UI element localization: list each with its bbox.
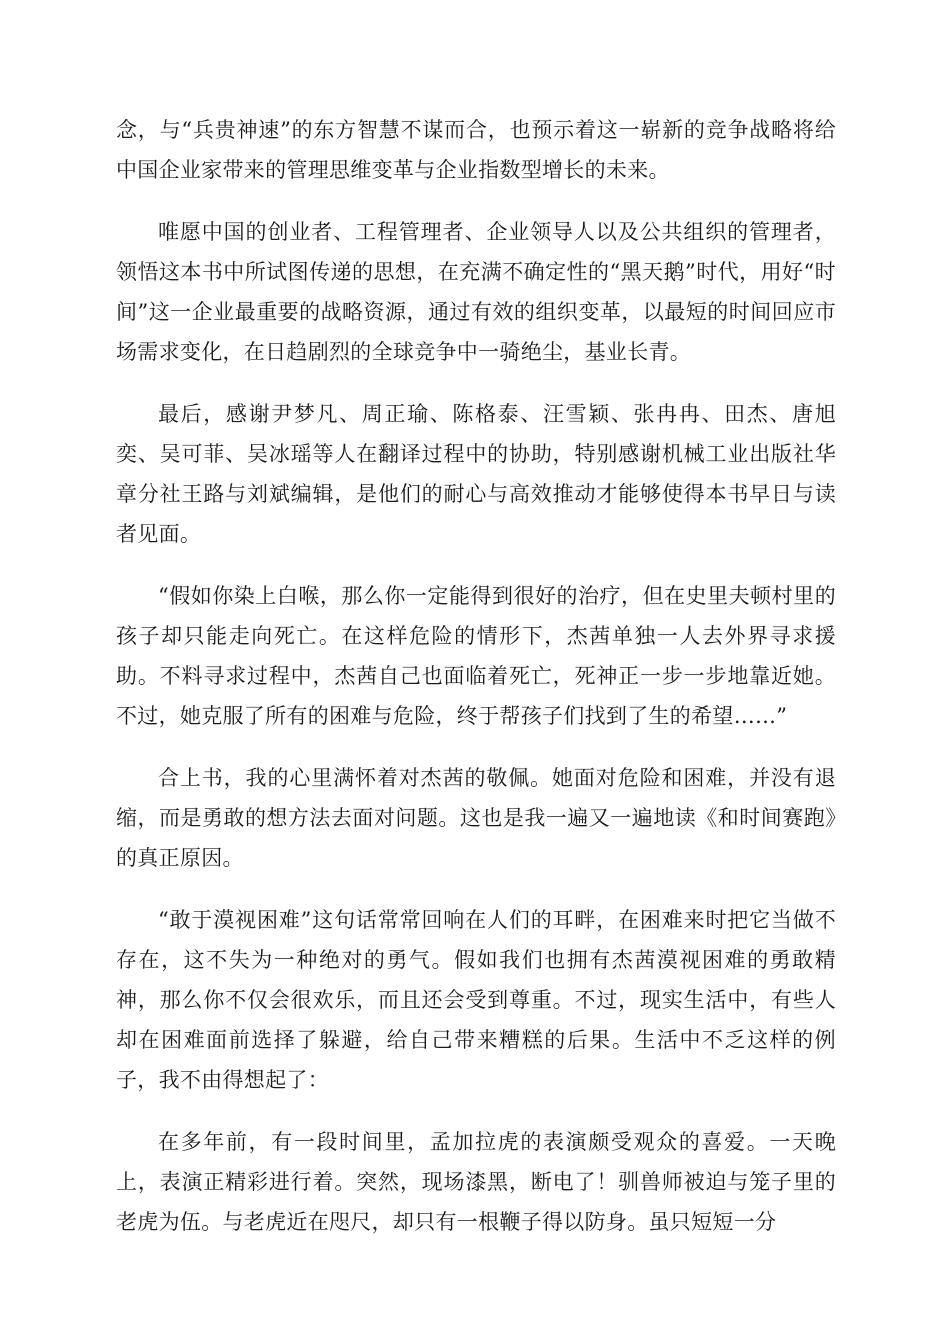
paragraph-7: 在多年前，有一段时间里，孟加拉虎的表演颇受观众的喜爱。一天晚上，表演正精彩进行着。突然，现场漆黑，断电了！驯兽师被迫与笼子里的老虎为伍。与老虎近在咫尺，却只有一根鞭子得以防身。虽只短短一分: [116, 1130, 836, 1234]
paragraph-3: 最后，感谢尹梦凡、周正瑜、陈格泰、汪雪颖、张冉冉、田杰、唐旭奕、吴可菲、吴冰瑶等人在翻译过程中的协助，特别感谢机械工业出版社华章分社王路与刘斌编辑，是他们的耐心与高效推动才能够使得本书早日与读者见面。: [116, 402, 836, 546]
paragraph-4: “假如你染上白喉，那么你一定能得到很好的治疗，但在史里夫顿村里的孩子却只能走向死亡。在这样危险的情形下，杰茜单独一人去外界寻求援助。不料寻求过程中，杰茜自己也面临着死亡，死神正一步一步地靠近她。不过，她克服了所有的困难与危险，终于帮孩子们找到了生的希望……”: [116, 584, 836, 728]
paragraph-6: “敢于漠视困难”这句话常常回响在人们的耳畔，在困难来时把它当做不存在，这不失为一种绝对的勇气。假如我们也拥有杰茜漠视困难的勇敢精神，那么你不仅会很欢乐，而且还会受到尊重。不过，现实生活中，有些人却在困难面前选择了躲避，给自己带来糟糕的后果。生活中不乏这样的例子，我不由得想起了：: [116, 908, 836, 1092]
document-body: [116, 110, 836, 1264]
paragraph-1: 念，与“兵贵神速”的东方智慧不谋而合，也预示着这一崭新的竞争战略将给中国企业家带来的管理思维变革与企业指数型增长的未来。: [116, 118, 836, 182]
paragraph-5: 合上书，我的心里满怀着对杰茜的敬佩。她面对危险和困难，并没有退缩，而是勇敢的想方法去面对问题。这也是我一遍又一遍地读《和时间赛跑》的真正原因。: [116, 766, 836, 870]
paragraph-2: 唯愿中国的创业者、工程管理者、企业领导人以及公共组织的管理者，领悟这本书中所试图传递的思想，在充满不确定性的“黑天鹅”时代，用好“时间”这一企业最重要的战略资源，通过有效的组织变革，以最短的时间回应市场需求变化，在日趋剧烈的全球竞争中一骑绝尘，基业长青。: [116, 220, 836, 364]
